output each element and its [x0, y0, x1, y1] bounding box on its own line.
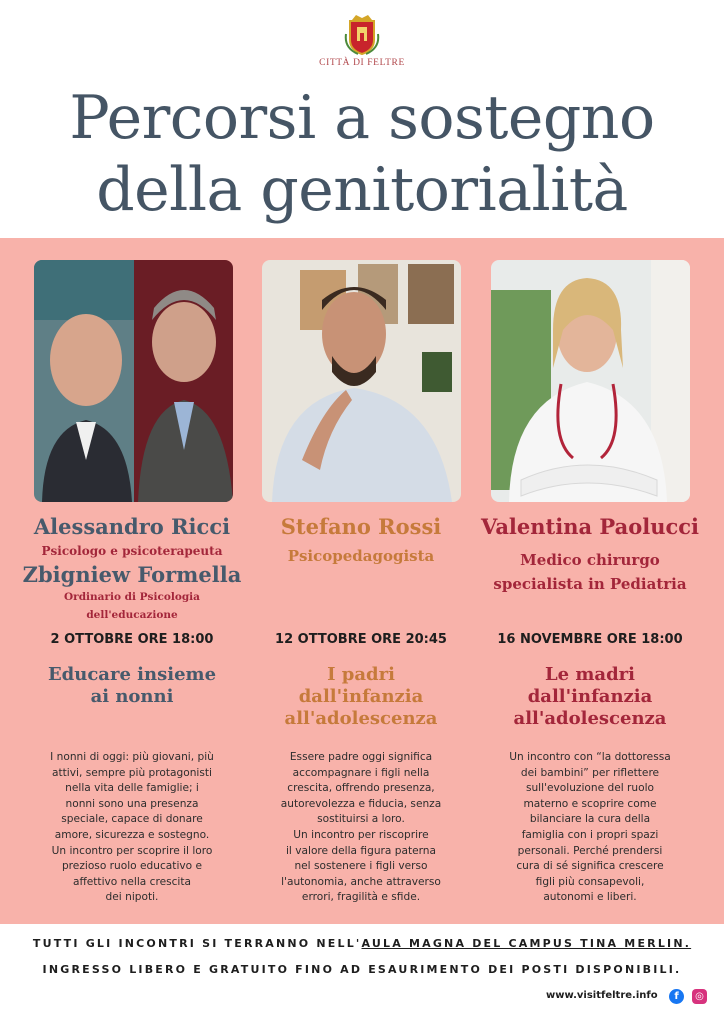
speaker-role: Psicopedagogista — [287, 547, 435, 565]
speaker-photo-paolucci — [491, 260, 690, 502]
speaker-name: Alessandro Ricci — [33, 514, 231, 539]
city-name: CITTÀ DI FELTRE — [319, 58, 405, 68]
talk-description — [247, 750, 475, 906]
speaker-role: Psicologo e psicoterapeuta — [41, 544, 223, 558]
description-line: autorevolezza e fiducia, senza — [280, 797, 442, 810]
description-line: l'autonomia, anche attraverso — [281, 875, 441, 888]
talk-title-line: all'adolescenza — [513, 708, 667, 729]
description-line: amore, sicurezza e sostegno. — [54, 828, 210, 841]
speaker-block-2 — [247, 514, 475, 572]
venue-notice — [0, 937, 724, 950]
description-line: sostituirsi a loro. — [317, 813, 405, 826]
city-crest-logo — [344, 12, 380, 56]
speaker-role: specialista in Pediatria — [493, 575, 687, 593]
talk-title — [18, 664, 246, 708]
description-line: prezioso ruolo educativo e — [61, 860, 203, 873]
speaker-block-3 — [476, 514, 704, 596]
venue-notice-prefix: TUTTI GLI INCONTRI SI TERRANNO NELL' — [32, 937, 362, 950]
talk-description — [18, 750, 246, 906]
description-line: autonomi e liberi. — [543, 891, 637, 904]
description-line: Un incontro con “la dottoressa — [509, 751, 671, 763]
description-line: personali. Perché prendersi — [517, 844, 663, 857]
talk-title — [247, 664, 475, 730]
title-line-1: Percorsi a sostegno — [69, 83, 655, 153]
event-date: 12 OTTOBRE ORE 20:45 — [275, 632, 447, 647]
talk-title-line: dall'infanzia — [298, 686, 424, 707]
speaker-role: Medico chirurgo — [520, 551, 660, 569]
title-line-2: della genitorialità — [96, 155, 628, 225]
instagram-icon[interactable]: ◎ — [692, 989, 707, 1004]
description-line: Un incontro per riscoprire — [293, 828, 429, 841]
speaker-block-1 — [18, 514, 246, 624]
talk-title-line: I padri — [327, 664, 395, 685]
facebook-icon[interactable]: f — [669, 989, 684, 1004]
website-link[interactable]: www.visitfeltre.info — [546, 990, 658, 1001]
speaker-name: Valentina Paolucci — [480, 514, 700, 539]
description-line: cura di sé significa crescere — [516, 860, 664, 873]
event-date: 2 OTTOBRE ORE 18:00 — [50, 632, 214, 647]
description-line: nonni sono una presenza — [65, 797, 199, 810]
description-line: accompagnare i figli nella — [292, 766, 430, 779]
description-line: I nonni di oggi: più giovani, più — [50, 751, 214, 763]
description-line: speciale, capace di donare — [61, 813, 203, 826]
admission-notice: INGRESSO LIBERO E GRATUITO FINO AD ESAURIMENTO DEI POSTI DISPONIBILI. — [42, 963, 682, 976]
description-line: sull'evoluzione del ruolo — [525, 782, 655, 795]
speaker-name: Zbigniew Formella — [22, 562, 242, 587]
speaker-photo-rossi — [262, 260, 461, 502]
event-date: 16 NOVEMBRE ORE 18:00 — [497, 632, 683, 647]
description-line: attivi, sempre più protagonisti — [52, 766, 212, 779]
venue-link[interactable]: AULA MAGNA DEL CAMPUS TINA MERLIN. — [361, 937, 692, 950]
description-line: errori, fragilità e sfide. — [301, 891, 421, 904]
talk-title-line: dall'infanzia — [527, 686, 653, 707]
talk-title-line: Educare insieme — [47, 664, 217, 685]
description-line: famiglia con i propri spazi — [521, 828, 659, 841]
description-line: nel sostenere i figli verso — [294, 860, 428, 873]
description-line: dei bambini” per riflettere — [520, 766, 660, 779]
description-line: Essere padre oggi significa — [289, 751, 433, 763]
description-line: Un incontro per scoprire il loro — [51, 844, 213, 857]
description-line: il valore della figura paterna — [285, 844, 437, 857]
header — [0, 0, 724, 238]
speaker-name: Stefano Rossi — [280, 514, 442, 539]
description-line: affettivo nella crescita — [72, 875, 192, 888]
description-line: nella vita delle famiglie; i — [65, 782, 199, 795]
talk-title-line: Le madri — [545, 664, 635, 685]
description-line: crescita, offrendo presenza, — [287, 782, 435, 795]
page-title — [0, 82, 724, 226]
speaker-role: Ordinario di Psicologia dell'educazione — [64, 591, 200, 621]
description-line: dei nipoti. — [105, 891, 159, 904]
description-line: bilanciare la cura della — [529, 813, 651, 826]
talk-title — [476, 664, 704, 730]
speaker-photo-ricci-formella — [34, 260, 233, 502]
talk-title-line: all'adolescenza — [284, 708, 438, 729]
talk-title-line: ai nonni — [90, 686, 174, 707]
talk-description — [476, 750, 704, 906]
description-line: materno e scoprire come — [523, 797, 657, 810]
description-line: figli più consapevoli, — [535, 875, 645, 888]
